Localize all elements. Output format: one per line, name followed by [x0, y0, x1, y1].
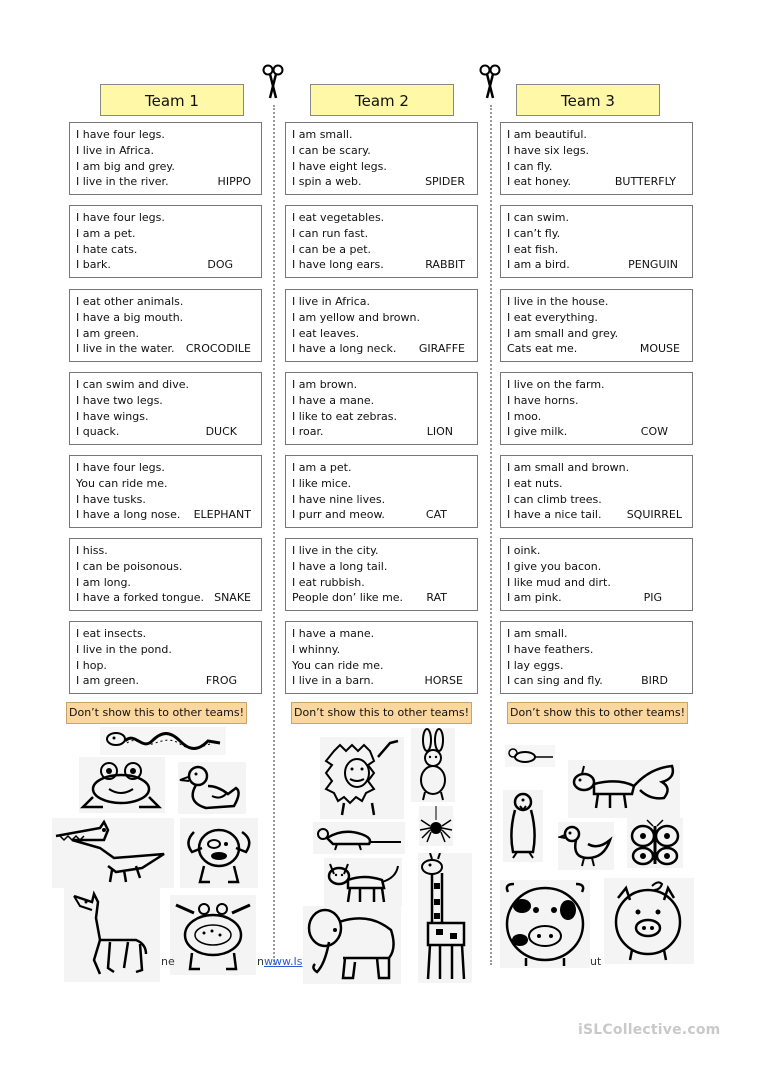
clue-line: I have a long nose.: [76, 508, 181, 522]
clue-line: I am green.: [76, 674, 139, 688]
answer-label: SPIDER: [425, 175, 465, 188]
clue-line: I have four legs.: [76, 128, 165, 141]
clue-card-squirrel: [500, 455, 693, 528]
clue-line: I have tusks.: [76, 492, 146, 506]
rabbit-drawing: [411, 728, 455, 802]
clue-line: I am pink.: [507, 591, 562, 605]
clue-card-crocodile: [69, 289, 262, 362]
clue-card-rat: [285, 538, 478, 611]
cow-drawing: [500, 880, 590, 968]
clue-line: I can run fast.: [292, 226, 369, 240]
clue-line: I have four legs.: [76, 211, 165, 224]
clue-line: I like to eat zebras.: [292, 409, 397, 423]
clue-line: I hate cats.: [76, 242, 138, 256]
clue-line: I can’t fly.: [507, 226, 561, 240]
clue-line: I have six legs.: [507, 143, 590, 157]
clue-line: I oink.: [507, 544, 541, 557]
clue-line: I can be scary.: [292, 143, 371, 157]
clue-card-butterfly: [500, 122, 693, 195]
clue-line: I have a mane.: [292, 393, 375, 407]
clue-card-pig: [500, 538, 693, 611]
clue-line: I quack.: [76, 425, 120, 439]
clue-line: I like mud and dirt.: [507, 575, 611, 589]
answer-label: SQUIRREL: [626, 508, 682, 521]
clue-line: I have nine lives.: [292, 492, 386, 506]
clue-line: I have eight legs.: [292, 159, 387, 173]
team-2-title: Team 2: [310, 84, 454, 116]
clue-line: I spin a web.: [292, 175, 362, 189]
horse-drawing: [64, 888, 160, 982]
clue-line: I can be a pet.: [292, 242, 372, 256]
giraffe-drawing: [418, 853, 472, 983]
penguin-drawing: [503, 790, 543, 862]
clue-line: I eat fish.: [507, 242, 559, 256]
cut-line: [273, 105, 275, 965]
squirrel-drawing: [568, 760, 680, 818]
elephant-drawing: [303, 906, 401, 984]
lion-drawing: [320, 737, 404, 819]
answer-label: SNAKE: [214, 591, 251, 604]
team-1-title: Team 1: [100, 84, 244, 116]
clue-line: I eat insects.: [76, 627, 147, 640]
rat-drawing: [313, 822, 405, 854]
clue-card-dog: [69, 205, 262, 278]
team-1-warning: Don’t show this to other teams!: [66, 702, 247, 724]
clue-line: I eat honey.: [507, 175, 571, 189]
footer-link-wrap: [264, 955, 302, 968]
clue-line: I live in a barn.: [292, 674, 374, 688]
clue-line: You can ride me.: [292, 658, 384, 672]
clue-line: I eat nuts.: [507, 476, 563, 490]
clue-line: I whinny.: [292, 642, 341, 656]
clue-line: I roar.: [292, 425, 324, 439]
answer-label: FROG: [205, 674, 237, 687]
clue-line: I am beautiful.: [507, 128, 587, 141]
clue-line: I am a bird.: [507, 258, 570, 272]
clue-card-bird: [500, 621, 693, 694]
clue-line: I give you bacon.: [507, 559, 602, 573]
clue-line: I have a long tail.: [292, 559, 388, 573]
clue-line: I am a pet.: [76, 226, 136, 240]
clue-line: I am small.: [292, 128, 353, 141]
clue-card-duck: [69, 372, 262, 445]
clue-line: I am long.: [76, 575, 131, 589]
clue-card-horse: [285, 621, 478, 694]
clue-card-rabbit: [285, 205, 478, 278]
clue-line: I hiss.: [76, 544, 108, 557]
clue-line: People don’ like me.: [292, 591, 404, 605]
answer-label: LION: [426, 425, 453, 438]
answer-label: PENGUIN: [628, 258, 678, 271]
bird-drawing: [558, 822, 614, 870]
team-3-warning: Don’t show this to other teams!: [507, 702, 688, 724]
clue-line: I can climb trees.: [507, 492, 602, 506]
footer-link[interactable]: www.Is: [264, 955, 303, 968]
clue-line: I am brown.: [292, 378, 358, 391]
clue-line: I eat vegetables.: [292, 211, 385, 224]
clue-line: I have horns.: [507, 393, 579, 407]
clue-line: I am small and brown.: [507, 461, 630, 474]
butterfly-drawing: [627, 818, 683, 868]
clue-card-cat: [285, 455, 478, 528]
clue-line: I eat everything.: [507, 310, 598, 324]
clue-line: I can fly.: [507, 159, 553, 173]
clue-line: I eat other animals.: [76, 295, 184, 308]
clue-line: I am green.: [76, 326, 139, 340]
clue-card-spider: [285, 122, 478, 195]
clue-line: I have wings.: [76, 409, 149, 423]
mouse-drawing: [505, 745, 555, 767]
hippo-drawing: [170, 895, 256, 975]
clue-line: I eat leaves.: [292, 326, 360, 340]
pig-drawing: [604, 878, 694, 964]
answer-label: COW: [640, 425, 668, 438]
answer-label: CROCODILE: [185, 342, 251, 355]
clue-line: I live on the farm.: [507, 378, 605, 391]
clue-line: I can be poisonous.: [76, 559, 183, 573]
clue-card-lion: [285, 372, 478, 445]
clue-line: I hop.: [76, 658, 107, 672]
clue-line: I live in the river.: [76, 175, 169, 189]
clue-line: I have a long neck.: [292, 342, 397, 356]
clue-line: I like mice.: [292, 476, 352, 490]
answer-label: BUTTERFLY: [614, 175, 676, 188]
clue-line: I can swim and dive.: [76, 378, 189, 391]
scissors-icon: [261, 64, 285, 100]
clue-line: I lay eggs.: [507, 658, 564, 672]
clue-line: I am yellow and brown.: [292, 310, 420, 324]
clue-line: I can swim.: [507, 211, 569, 224]
scissors-icon: [478, 64, 502, 100]
clue-line: I have feathers.: [507, 642, 594, 656]
clue-line: I live in the city.: [292, 544, 379, 557]
clue-line: I live in the house.: [507, 295, 609, 308]
answer-label: DOG: [207, 258, 233, 271]
footer-fragment-left: ne: [161, 955, 175, 968]
answer-label: HORSE: [424, 674, 463, 687]
clue-line: I purr and meow.: [292, 508, 385, 522]
team-3-title: Team 3: [516, 84, 660, 116]
clue-card-frog: [69, 621, 262, 694]
clue-line: I live in the water.: [76, 342, 175, 356]
answer-label: PIG: [643, 591, 662, 604]
clue-line: I am big and grey.: [76, 159, 175, 173]
clue-line: I live in Africa.: [292, 295, 371, 308]
answer-label: ELEPHANT: [193, 508, 251, 521]
answer-label: DUCK: [205, 425, 237, 438]
clue-line: I bark.: [76, 258, 111, 272]
answer-label: MOUSE: [639, 342, 680, 355]
cat-drawing: [324, 858, 402, 906]
answer-label: GIRAFFE: [418, 342, 465, 355]
clue-card-snake: [69, 538, 262, 611]
clue-line: I eat rubbish.: [292, 575, 365, 589]
clue-card-elephant: [69, 455, 262, 528]
dog-drawing: [180, 818, 258, 888]
clue-line: I have a forked tongue.: [76, 591, 205, 605]
clue-line: I have four legs.: [76, 461, 165, 474]
answer-label: RAT: [426, 591, 447, 604]
footer-fragment-right: ut: [590, 955, 602, 968]
clue-line: I am small and grey.: [507, 326, 619, 340]
clue-line: I have a big mouth.: [76, 310, 184, 324]
clue-line: I have long ears.: [292, 258, 384, 272]
clue-line: You can ride me.: [76, 476, 168, 490]
clue-line: Cats eat me.: [507, 342, 578, 356]
clue-line: I have two legs.: [76, 393, 163, 407]
clue-line: I give milk.: [507, 425, 568, 439]
cut-line: [490, 105, 492, 965]
answer-label: CAT: [425, 508, 447, 521]
snake-drawing: [100, 727, 226, 755]
clue-line: I live in Africa.: [76, 143, 155, 157]
answer-label: HIPPO: [217, 175, 251, 188]
clue-line: I have a mane.: [292, 627, 375, 640]
crocodile-drawing: [52, 818, 174, 888]
answer-label: RABBIT: [425, 258, 465, 271]
duck-drawing: [178, 762, 246, 814]
clue-line: I have a nice tail.: [507, 508, 602, 522]
team-2-warning: Don’t show this to other teams!: [291, 702, 472, 724]
clue-line: I am a pet.: [292, 461, 352, 474]
clue-line: I can sing and fly.: [507, 674, 603, 688]
footer-fragment-mid: n: [257, 955, 264, 968]
clue-line: I live in the pond.: [76, 642, 172, 656]
spider-drawing: [419, 806, 453, 846]
answer-label: BIRD: [641, 674, 668, 687]
clue-card-cow: [500, 372, 693, 445]
clue-card-penguin: [500, 205, 693, 278]
clue-line: I moo.: [507, 409, 542, 423]
clue-card-mouse: [500, 289, 693, 362]
frog-drawing: [79, 757, 165, 813]
clue-card-giraffe: [285, 289, 478, 362]
watermark-logo: iSLCollective.com: [578, 1022, 721, 1038]
clue-card-hippo: [69, 122, 262, 195]
clue-line: I am small.: [507, 627, 568, 640]
